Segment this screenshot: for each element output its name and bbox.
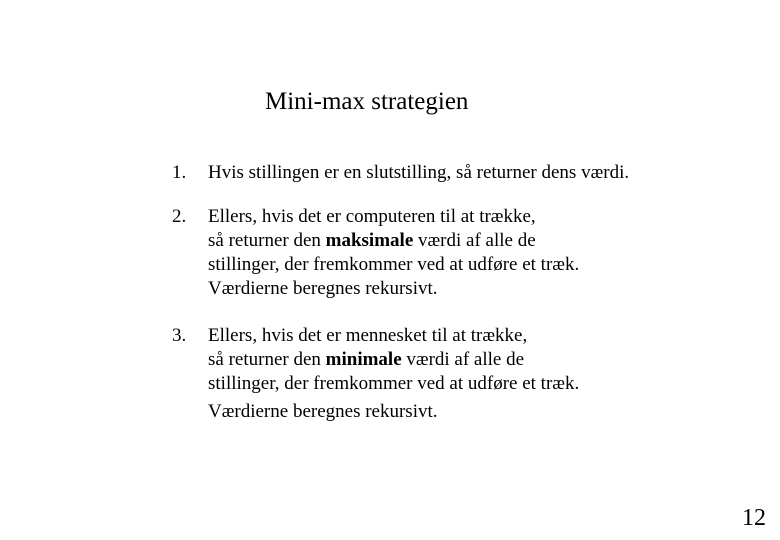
line-text: så returner den	[208, 230, 326, 251]
list-item-number: 2.	[172, 206, 187, 227]
line-text: værdi af alle de	[401, 349, 525, 370]
list-item-text	[208, 161, 748, 185]
page-number: 12	[742, 505, 766, 531]
list-item-text	[208, 205, 748, 301]
line-text: værdi af alle de	[413, 230, 536, 251]
slide-title: Mini-max strategien	[265, 88, 469, 115]
list-item-line: Hvis stillingen er en slutstilling, så returner dens værdi.	[208, 162, 630, 183]
list-item-line: Ellers, hvis det er mennesket til at trække,	[208, 325, 528, 346]
list-item-line: Ellers, hvis det er computeren til at trække,	[208, 206, 536, 227]
emphasis-minimale: minimale	[325, 349, 402, 370]
list-item-number: 3.	[172, 325, 187, 346]
list-item-line: stillinger, der fremkommer ved at udføre et træk.	[208, 254, 580, 275]
list-item-line: stillinger, der fremkommer ved at udføre et træk.	[208, 373, 580, 394]
list-item-line: Værdierne beregnes rekursivt.	[208, 278, 438, 299]
list-item-text	[208, 324, 748, 424]
list-item-line	[208, 348, 748, 372]
emphasis-maksimale: maksimale	[325, 230, 414, 251]
line-text: så returner den	[208, 349, 326, 370]
list-item-number: 1.	[172, 162, 187, 183]
list-item-line	[208, 229, 748, 253]
list-item-line: Værdierne beregnes rekursivt.	[208, 401, 438, 422]
